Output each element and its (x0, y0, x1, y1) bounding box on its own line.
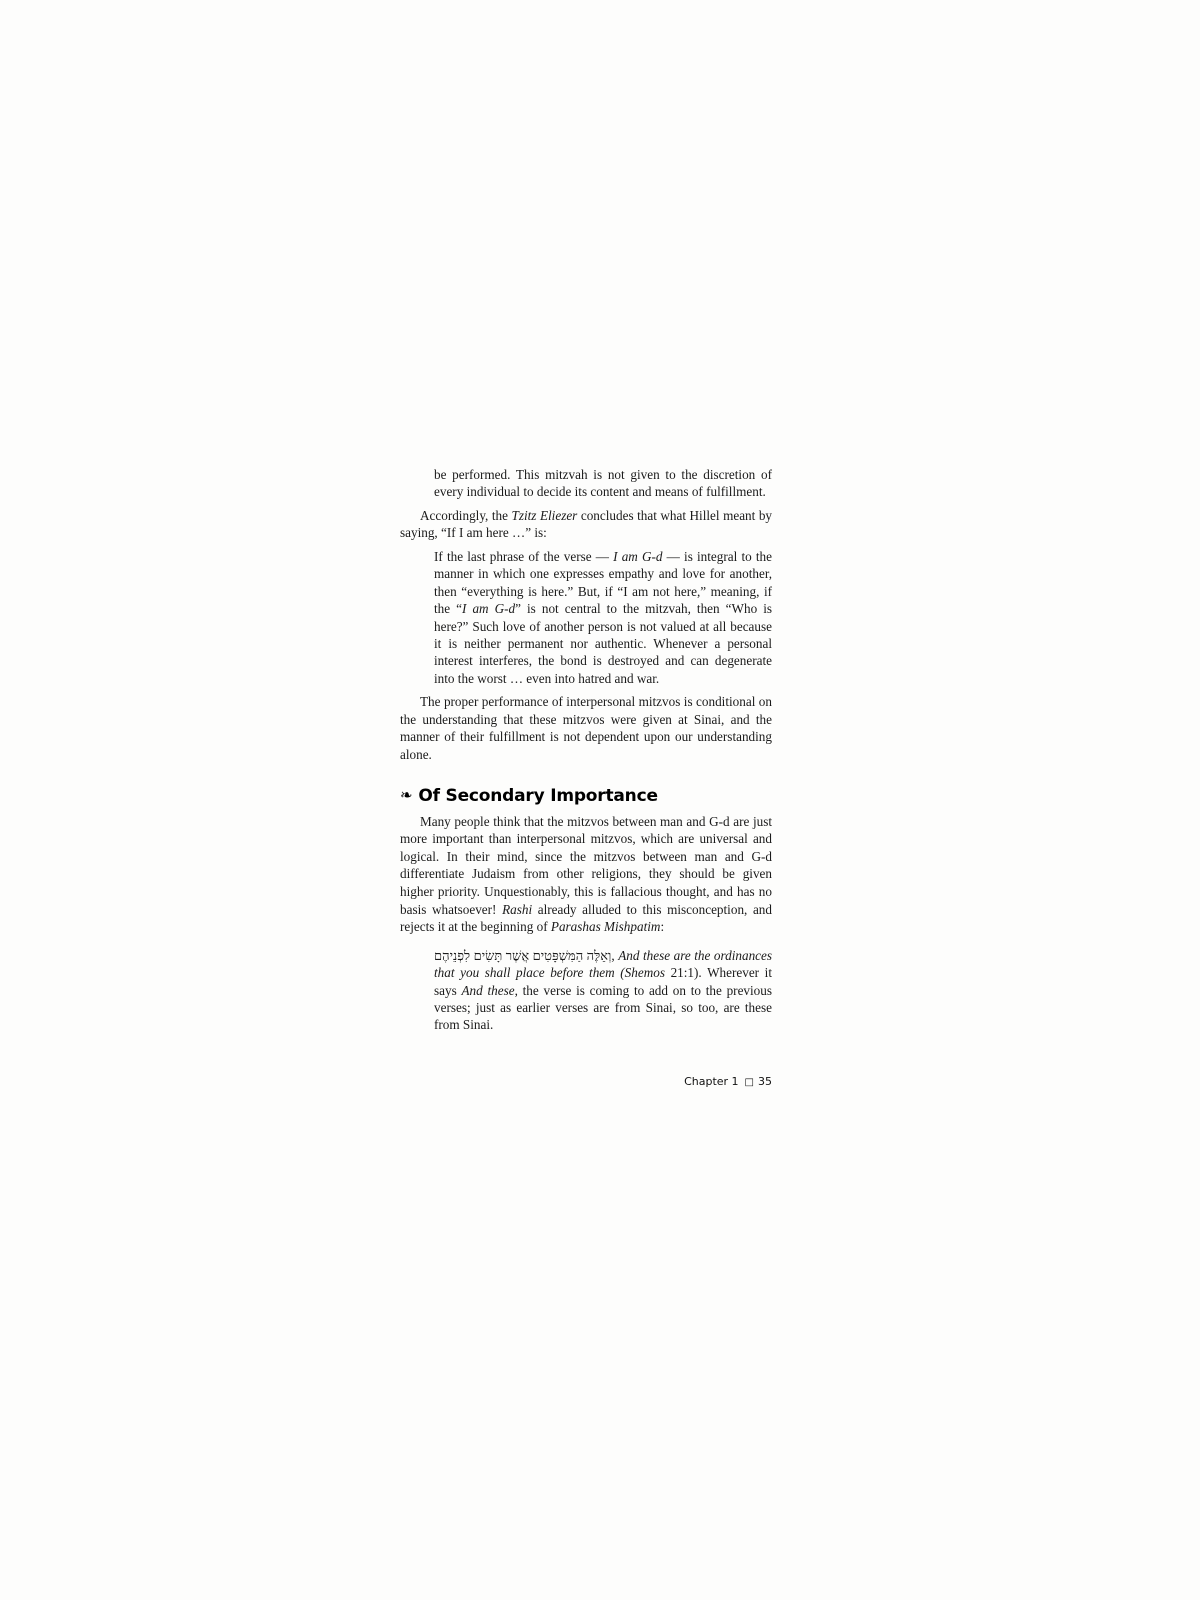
title-tzitz-eliezer: Tzitz Eliezer (511, 507, 578, 523)
leaf-ornament-icon: ❧ (400, 785, 413, 804)
paragraph-proper-performance: The proper performance of interpersonal mitzvos is conditional on the understanding that these mitzvos were given at Sinai, and the manner of their fulfillment is not dependent upon our understanding alone. (400, 694, 772, 763)
hebrew-verse-text: וְאֵלֶּה הַמִּשְׁפָּטִים אֲשֶׁר תָּשִׂים לִפְנֵיהֶם (434, 947, 612, 963)
blockquote-main-text-3: ” is not central to the mitzvah, then “Who is here?” Such love of another person is not valued at all because it is neither permanent nor authentic. Whenever a personal interest interferes, the bond is destroyed and can degenerate into the worst … even into hatred and war. (434, 601, 772, 686)
phrase-and-these: And these (461, 982, 515, 998)
paragraph-many-text-2: already alluded to this misconception, and rejects it at the beginning of (400, 901, 772, 935)
blockquote-main (400, 548, 772, 687)
paragraph-many-text-1: Many people think that the mitzvos between man and G-d are just more important than interpersonal mitzvos, which are universal and logical. In their mind, since the mitzvos between man and G-d differentiate Judaism from other religions, they should be given higher priority. Unquestionably, this is fallacious thought, and has no basis whatsoever! (400, 813, 772, 917)
paragraph-accordingly-text-1: Accordingly, the (420, 507, 512, 523)
page-footer (400, 1075, 772, 1088)
blockquote-rashi-text-3: , the verse is coming to add on to the previous verses; just as earlier verses are from Sinai, so too, are these from Sinai. (434, 982, 772, 1033)
blockquote-main-text-2: — is integral to the manner in which one expresses empathy and love for another, then “everything is here.” But, if “I am not here,” meaning, if the “ (434, 549, 772, 617)
footer-page-number: 35 (758, 1075, 772, 1088)
section-heading (400, 784, 772, 807)
paragraph-accordingly-text-2: concludes that what Hillel meant by saying, “If I am here …” is: (400, 507, 773, 541)
square-bullet-icon: □ (744, 1077, 754, 1088)
translation-ordinances: And these are the ordinances that you shall place before them (Shemos (434, 947, 773, 981)
blockquote-main-text-1: If the last phrase of the verse — (434, 549, 614, 564)
phrase-i-am-gd-second: I am G-d (462, 601, 516, 617)
blockquote-continuation: be performed. This mitzvah is not given to the discretion of every individual to decide its content and means of fulfillment. (434, 467, 772, 500)
paragraph-many-text-3: : (660, 919, 665, 935)
section-heading-label: Of Secondary Importance (418, 785, 658, 806)
spacer (400, 764, 772, 784)
title-rashi: Rashi (502, 901, 533, 917)
page-text-column (400, 466, 772, 1034)
phrase-i-am-gd-first: I am G-d (613, 549, 663, 564)
blockquote-rashi (400, 947, 772, 1034)
footer-chapter-label: Chapter 1 (684, 1075, 739, 1088)
blockquote-rashi-text-2: 21:1). Wherever it says (434, 965, 773, 998)
paragraph-many-people (400, 813, 772, 936)
blockquote-rashi-text-1: , (611, 947, 619, 963)
paragraph-accordingly (400, 507, 772, 542)
spacer (400, 936, 772, 947)
title-parashas-mishpatim: Parashas Mishpatim (550, 919, 661, 935)
